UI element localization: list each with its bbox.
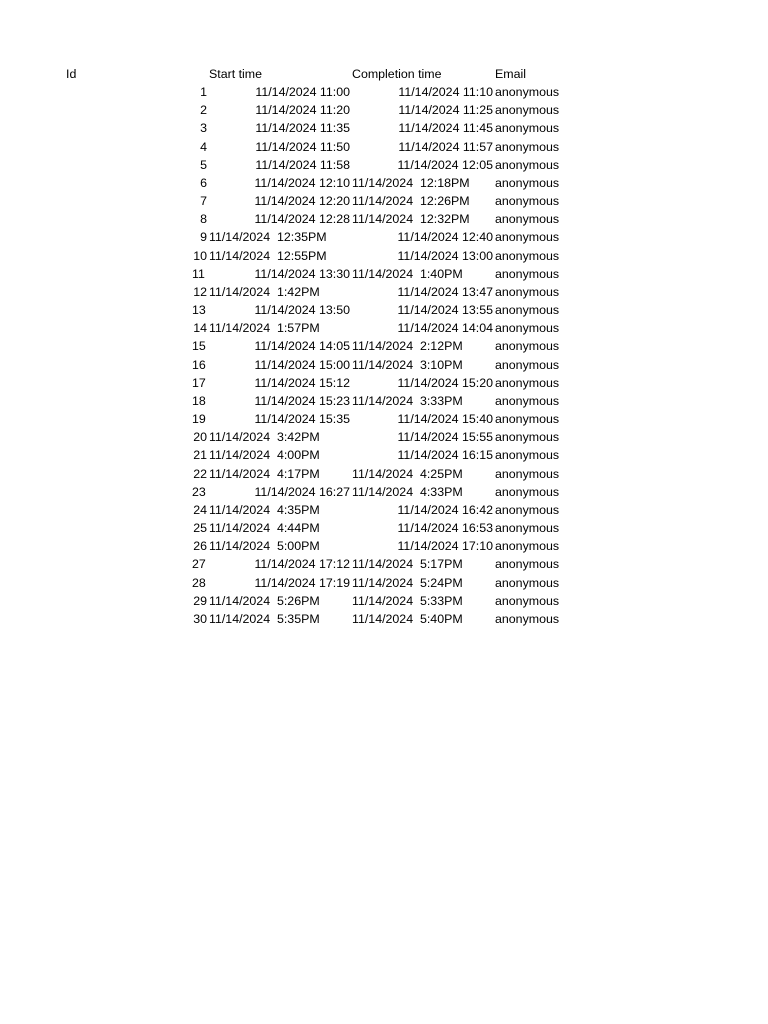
cell-completion-time: 11/14/2024 15:55	[397, 430, 493, 445]
table-row	[0, 446, 768, 464]
table-row	[0, 192, 768, 210]
table-row	[0, 392, 768, 410]
cell-start-time: 11/14/2024 4:17PM	[209, 466, 320, 481]
table-row	[0, 410, 768, 428]
table-row	[0, 574, 768, 592]
cell-start-time: 11/14/2024 12:55PM	[209, 248, 327, 263]
cell-completion-time: 11/14/2024 4:25PM	[352, 466, 463, 481]
cell-id: 20	[193, 430, 207, 445]
table-row	[0, 83, 768, 101]
cell-id: 11	[192, 266, 205, 281]
cell-start-time: 11/14/2024 11:58	[255, 157, 350, 172]
cell-email: anonymous	[495, 339, 560, 354]
cell-completion-time: 11/14/2024 15:20	[397, 375, 493, 390]
cell-id: 9	[200, 230, 207, 245]
cell-completion-time: 11/14/2024 3:33PM	[352, 393, 463, 408]
cell-completion-time: 11/14/2024 16:15	[397, 448, 493, 463]
header-completion-time: Completion time	[352, 67, 442, 81]
cell-completion-time: 11/14/2024 12:18PM	[352, 175, 470, 190]
cell-completion-time: 11/14/2024 11:25	[398, 103, 493, 118]
cell-email: anonymous	[495, 484, 560, 499]
cell-completion-time: 11/14/2024 15:40	[397, 412, 493, 427]
cell-email: anonymous	[495, 121, 560, 136]
cell-start-time: 11/14/2024 12:28	[254, 212, 350, 227]
cell-start-time: 11/14/2024 5:00PM	[209, 539, 320, 554]
cell-id: 29	[193, 593, 207, 608]
table-row	[0, 501, 768, 519]
cell-email: anonymous	[495, 448, 560, 463]
cell-completion-time: 11/14/2024 1:40PM	[352, 266, 463, 281]
table-row	[0, 337, 768, 355]
cell-email: anonymous	[495, 175, 560, 190]
cell-start-time: 11/14/2024 3:42PM	[209, 430, 320, 445]
cell-completion-time: 11/14/2024 11:45	[398, 121, 493, 136]
cell-start-time: 11/14/2024 15:00	[254, 357, 350, 372]
cell-email: anonymous	[495, 266, 560, 281]
cell-email: anonymous	[495, 284, 560, 299]
cell-email: anonymous	[495, 557, 560, 572]
table-row	[0, 592, 768, 610]
cell-email: anonymous	[495, 248, 560, 263]
cell-start-time: 11/14/2024 13:30	[254, 266, 350, 281]
table-row	[0, 101, 768, 119]
table-row	[0, 428, 768, 446]
cell-email: anonymous	[495, 502, 560, 517]
cell-start-time: 11/14/2024 15:35	[254, 412, 350, 427]
table-row	[0, 283, 768, 301]
cell-id: 18	[192, 393, 206, 408]
cell-email: anonymous	[495, 103, 560, 118]
cell-start-time: 11/14/2024 12:10	[254, 175, 350, 190]
cell-id: 10	[193, 248, 207, 263]
cell-email: anonymous	[495, 430, 560, 445]
cell-completion-time: 11/14/2024 12:26PM	[352, 194, 470, 209]
cell-start-time: 11/14/2024 1:42PM	[209, 284, 320, 299]
cell-start-time: 11/14/2024 15:12	[254, 375, 350, 390]
cell-id: 22	[193, 466, 207, 481]
cell-start-time: 11/14/2024 17:19	[254, 575, 350, 590]
table-row	[0, 356, 768, 374]
cell-completion-time: 11/14/2024 3:10PM	[352, 357, 463, 372]
cell-start-time: 11/14/2024 16:27	[254, 484, 350, 499]
cell-id: 21	[193, 448, 207, 463]
cell-completion-time: 11/14/2024 5:24PM	[352, 575, 463, 590]
cell-id: 27	[192, 557, 206, 572]
cell-email: anonymous	[495, 466, 560, 481]
table-row	[0, 537, 768, 555]
table-row	[0, 247, 768, 265]
cell-id: 8	[200, 212, 207, 227]
cell-start-time: 11/14/2024 17:12	[254, 557, 350, 572]
cell-start-time: 11/14/2024 14:05	[254, 339, 350, 354]
cell-email: anonymous	[495, 85, 560, 99]
cell-id: 12	[193, 284, 207, 299]
cell-email: anonymous	[495, 521, 560, 536]
cell-start-time: 11/14/2024 11:20	[255, 103, 350, 118]
cell-email: anonymous	[495, 194, 560, 209]
cell-id: 23	[192, 484, 206, 499]
cell-id: 3	[200, 121, 207, 136]
cell-start-time: 11/14/2024 1:57PM	[209, 321, 320, 336]
cell-email: anonymous	[495, 412, 560, 427]
header-row	[0, 65, 768, 83]
cell-completion-time: 11/14/2024 13:47	[397, 284, 493, 299]
table-row	[0, 519, 768, 537]
table-row	[0, 483, 768, 501]
cell-completion-time: 11/14/2024 16:42	[397, 502, 493, 517]
cell-id: 17	[192, 375, 206, 390]
table-row	[0, 301, 768, 319]
cell-start-time: 11/14/2024 4:44PM	[209, 521, 320, 536]
cell-completion-time: 11/14/2024 5:17PM	[352, 557, 463, 572]
cell-id: 13	[192, 303, 206, 318]
header-id: Id	[66, 67, 77, 81]
cell-completion-time: 11/14/2024 16:53	[397, 521, 493, 536]
cell-id: 16	[192, 357, 206, 372]
cell-completion-time: 11/14/2024 17:10	[397, 539, 493, 554]
table-row	[0, 210, 768, 228]
cell-email: anonymous	[495, 357, 560, 372]
cell-email: anonymous	[495, 575, 560, 590]
cell-id: 15	[192, 339, 206, 354]
cell-completion-time: 11/14/2024 11:10	[398, 85, 493, 99]
cell-email: anonymous	[495, 539, 560, 554]
cell-id: 24	[193, 502, 207, 517]
cell-start-time: 11/14/2024 13:50	[254, 303, 350, 318]
cell-start-time: 11/14/2024 11:50	[255, 139, 350, 154]
cell-id: 6	[200, 175, 207, 190]
cell-start-time: 11/14/2024 5:26PM	[209, 593, 320, 608]
cell-completion-time: 11/14/2024 5:40PM	[352, 611, 463, 626]
cell-id: 28	[192, 575, 206, 590]
table-row	[0, 319, 768, 337]
cell-id: 19	[192, 412, 206, 427]
cell-id: 7	[200, 194, 207, 209]
cell-start-time: 11/14/2024 11:35	[255, 121, 350, 136]
table-row	[0, 174, 768, 192]
cell-email: anonymous	[495, 230, 560, 245]
cell-email: anonymous	[495, 393, 560, 408]
cell-start-time: 11/14/2024 4:00PM	[209, 448, 320, 463]
cell-id: 1	[200, 85, 207, 99]
cell-email: anonymous	[495, 321, 560, 336]
table-row	[0, 228, 768, 246]
cell-completion-time: 11/14/2024 14:04	[397, 321, 493, 336]
cell-email: anonymous	[495, 157, 560, 172]
cell-completion-time: 11/14/2024 12:32PM	[352, 212, 470, 227]
cell-completion-time: 11/14/2024 12:05	[397, 157, 493, 172]
cell-id: 30	[193, 611, 207, 626]
cell-start-time: 11/14/2024 12:20	[254, 194, 350, 209]
table-row	[0, 610, 768, 628]
cell-email: anonymous	[495, 303, 560, 318]
table-row	[0, 156, 768, 174]
cell-completion-time: 11/14/2024 2:12PM	[352, 339, 463, 354]
header-start-time: Start time	[209, 67, 263, 81]
cell-start-time: 11/14/2024 11:00	[255, 85, 350, 99]
cell-completion-time: 11/14/2024 13:55	[397, 303, 493, 318]
cell-email: anonymous	[495, 375, 560, 390]
table-row	[0, 138, 768, 156]
cell-start-time: 11/14/2024 15:23	[254, 393, 350, 408]
cell-start-time: 11/14/2024 4:35PM	[209, 502, 320, 517]
table-row	[0, 374, 768, 392]
cell-start-time: 11/14/2024 12:35PM	[209, 230, 327, 245]
header-email: Email	[495, 67, 526, 81]
cell-completion-time: 11/14/2024 5:33PM	[352, 593, 463, 608]
table-row	[0, 465, 768, 483]
cell-id: 4	[200, 139, 207, 154]
cell-id: 5	[200, 157, 207, 172]
cell-email: anonymous	[495, 593, 560, 608]
cell-email: anonymous	[495, 139, 560, 154]
cell-email: anonymous	[495, 611, 560, 626]
cell-completion-time: 11/14/2024 12:40	[397, 230, 493, 245]
cell-completion-time: 11/14/2024 4:33PM	[352, 484, 463, 499]
cell-email: anonymous	[495, 212, 560, 227]
cell-completion-time: 11/14/2024 13:00	[397, 248, 493, 263]
cell-start-time: 11/14/2024 5:35PM	[209, 611, 320, 626]
table-row	[0, 555, 768, 573]
cell-id: 26	[193, 539, 207, 554]
table-row	[0, 119, 768, 137]
cell-id: 2	[200, 103, 207, 118]
cell-completion-time: 11/14/2024 11:57	[398, 139, 493, 154]
cell-id: 25	[193, 521, 207, 536]
cell-id: 14	[193, 321, 207, 336]
table-row	[0, 265, 768, 283]
